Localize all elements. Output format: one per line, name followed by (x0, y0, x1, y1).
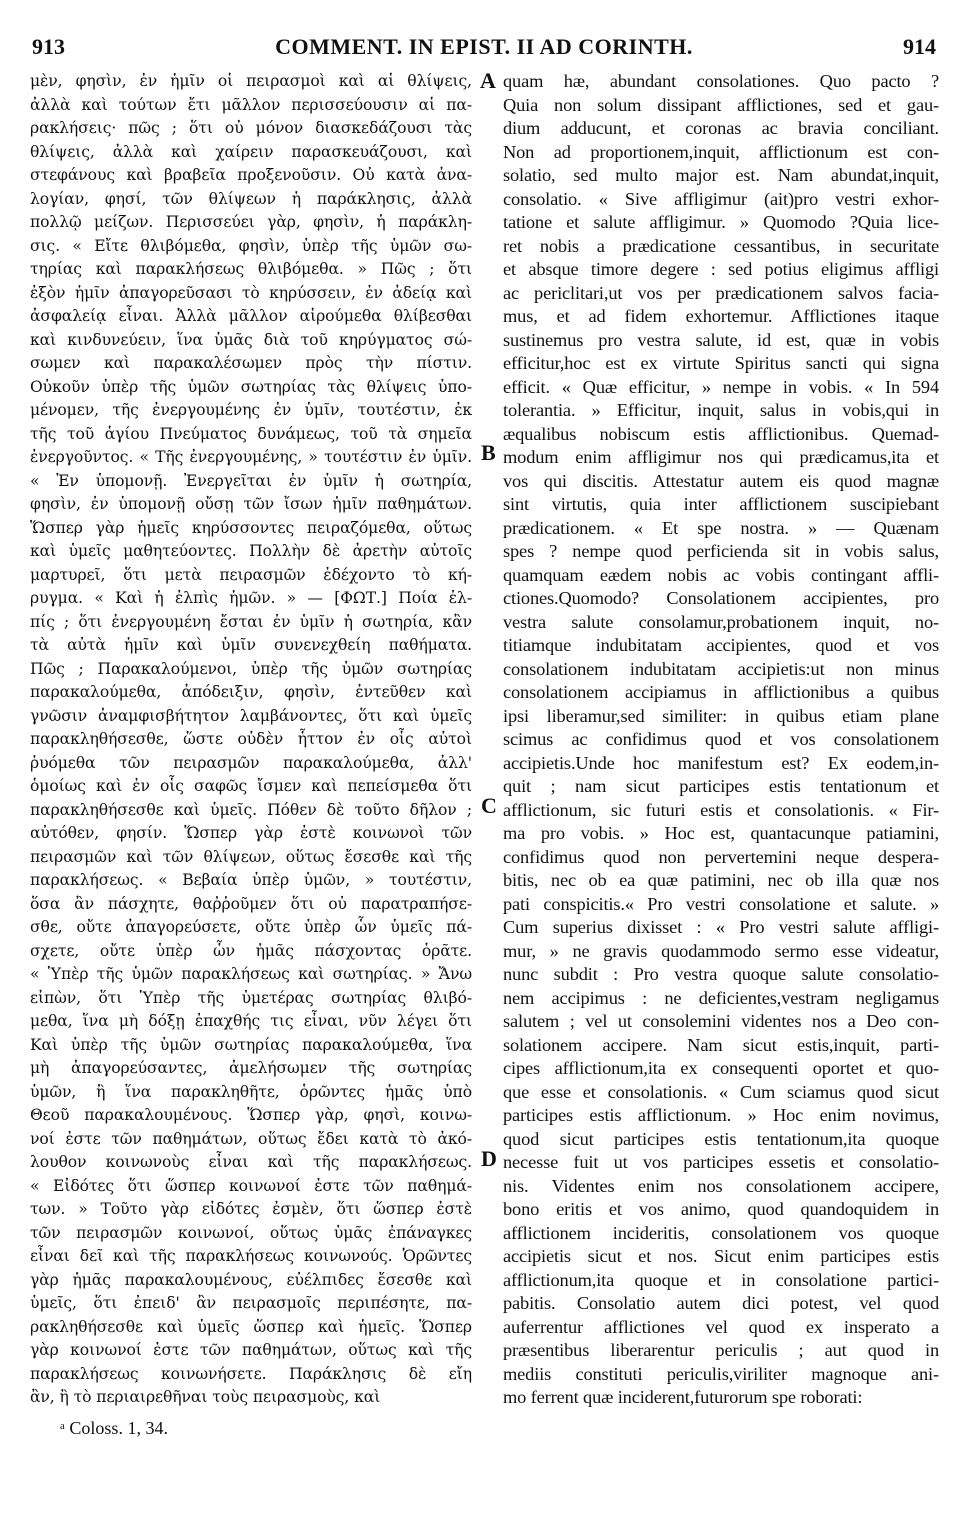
greek-text-line: καὶ ὑμεῖς μαθητεύοντες. Πολλὴν δὲ ἀρετὴν αὐτοῖς (30, 542, 472, 560)
margin-marker-c: C (481, 793, 497, 818)
latin-text-line: spes ? nempe quod perficienda sit in vobis salus, (503, 541, 939, 561)
latin-text-line: nem accipimus : ne deficientes,vestram negligamus (503, 987, 939, 1008)
greek-text-line: σχετε, οὔτε ὑπὲρ ὧν ἡμᾶς πάσχοντας ὁρᾶτε. (30, 941, 472, 960)
latin-text-line: ctiones.Quomodo? Consolationem accipientes, pro (503, 588, 939, 608)
greek-text-line: Θεοῦ παρακαλουμένους. Ὥσπερ γὰρ, φησὶ, κοινω- (30, 1106, 472, 1124)
latin-text-line: nis. Videntes enim nos consolationem accipere, (503, 1175, 939, 1196)
greek-text-line: Καὶ ὑπὲρ τῆς ὑμῶν σωτηρίας παρακαλούμεθα, ἵνα (30, 1035, 472, 1054)
latin-text-line: Quia non solum dissipant afflictiones, sed et gau- (503, 94, 939, 115)
greek-text-line: τῆς τοῦ ἁγίου Πνεύματος δυνάμεως, τοῦ τὰ σημεῖα (30, 424, 472, 443)
greek-text-line: γὰρ ἡμᾶς παρακαλουμένους, εὐέλπιδες ἔσεσθε καὶ (30, 1270, 472, 1289)
latin-text-line: ret nobis a prædicatione cessantibus, in securitate (503, 235, 939, 256)
page-number-right: 914 (903, 34, 936, 59)
greek-text-line: παρακλήσεως. « Βεβαία ὑπὲρ ὑμῶν, » τουτέστιν, (30, 871, 472, 889)
greek-text-line: τηρίας καὶ παρακλήσεως θλιβόμεθα. » Πῶς ; ὅτι (30, 260, 472, 278)
latin-text-line: afflictionem incideritis, consolationem vos quoque (503, 1222, 939, 1243)
latin-text-line: vos qui discitis. Attestatur autem eis quod magnæ (503, 470, 939, 491)
greek-text-line: ἀσφαλείᾳ εἶναι. Ἀλλὰ μᾶλλον αἱρούμεθα θλίβεσθαι (30, 307, 472, 325)
greek-text-line: καὶ κινδυνεύειν, ἵνα ὑμᾶς διὰ τοῦ κηρύγματος σώ- (30, 330, 472, 349)
greek-text-line: των. » Τοῦτο γὰρ εἰδότες ἐσμὲν, ὅτι ὥσπερ ἐστὲ (30, 1200, 472, 1218)
latin-text-line: sustinemus pro vestra salute, id est, quæ in vobis (503, 329, 939, 350)
latin-text-line: bono eritis et vos animo, quod quandoquidem in (503, 1199, 939, 1219)
latin-text-line: et absque timore degere : sed potius eligimus affligi (503, 259, 939, 279)
latin-text-line: necesse fuit ut vos participes essetis et consolatio- (503, 1152, 939, 1172)
greek-text-line: ἐνεργοῦντος. « Τῆς ἐνεργουμένης, » τουτέστιν ἐν ὑμῖν. (30, 448, 472, 466)
greek-text-line: φησὶν, ἐν ὑπομονῇ οὔσῃ τῶν ἴσων ἡμῖν παθημάτων. (30, 495, 472, 513)
latin-text-line: Cum superius dixisset : « Pro vestri salute affligi- (503, 917, 939, 937)
greek-text-line: πίς ; ὅτι ἐνεργουμένη ἔσται ἐν ὑμῖν ἡ σωτηρία, κἂν (30, 612, 472, 631)
running-title: COMMENT. IN EPIST. II AD CORINTH. (275, 34, 693, 59)
latin-text-line: mo ferrent quæ inciderent,futurorum spe roborati: (503, 1387, 863, 1407)
latin-text-line: solatio, sed multo major est. Nam abundat,inquit, (503, 165, 939, 185)
latin-text-line: scimus ac confidimus quod et vos consolationem (503, 729, 939, 749)
latin-text-line: solationem accipere. Nam sicut estis,inquit, parti- (503, 1034, 939, 1055)
greek-text-line: ἐξὸν ἡμῖν ἀπαγορεῦσασι τὸ κηρύσσειν, ἐν ἀδείᾳ καὶ (30, 283, 472, 302)
greek-text-line: γὰρ κοινωνοί ἐστε τῶν παθημάτων, οὕτως καὶ τῆς (30, 1341, 472, 1359)
greek-text-line: ὑμεῖς, ὅτι ἐπειδ' ἂν πειρασμοῖς περιπέσητε, πα- (30, 1294, 472, 1312)
latin-text-line: titiamque indubitatam accipientes, quod et vos (503, 635, 939, 655)
greek-text-line: παρακληθήσεσθε καὶ ὑμεῖς. Πόθεν δὲ τοῦτο δῆλον ; (30, 800, 472, 819)
latin-text-line: sint virtutis, quia inter afflictionem suscipiebant (503, 494, 939, 514)
latin-text-line: nunc subdit : Pro vestra quoque salute consolatio- (503, 964, 939, 984)
greek-text-line: ὑμῶν, ἢ ἵνα παρακληθῆτε, ὁρῶντες ἡμᾶς ὑπὸ (30, 1082, 472, 1101)
greek-text-line: παρακαλούμεθα, ἀπόδειξιν, φησὶν, ἐντεῦθεν καὶ (30, 683, 472, 701)
margin-marker-a: A (480, 68, 496, 93)
greek-text-line: λογίαν, φησί, τῶν θλίψεων ἡ παράκλησις, ἀλλὰ (30, 189, 472, 208)
latin-text-line: afflictionum,ita quoque et in consolatione partici- (503, 1269, 939, 1290)
latin-text-line: accipietis sicut et nos. Sicut enim participes estis (503, 1246, 939, 1266)
greek-text-line: μαρτυρεῖ, ὅτι μετὰ πειρασμῶν ἐδέχοντο τὸ κή- (30, 565, 472, 584)
margin-marker-b: B (481, 440, 496, 465)
latin-text-line: prædicationem. « Et spe nostra. » — Quænam (503, 517, 939, 538)
greek-text-line: πειρασμῶν καὶ τῶν θλίψεων, οὕτως ἔσεσθε καὶ τῆς (30, 847, 472, 866)
greek-text-line: νοί ἐστε τῶν παθημάτων, οὕτως ἔδει κατὰ τὸ ἀκό- (30, 1129, 472, 1148)
latin-text-line: efficitur,hoc est ex virtute Spiritus sancti qui signa (503, 353, 939, 373)
latin-text-line: accipietis.Unde hoc manifestum est? Ex eodem,in- (503, 752, 939, 773)
latin-text-line: vestra salute consolamur,probationem inquit, no- (503, 611, 939, 632)
greek-text-line: Οὐκοῦν ὑπὲρ τῆς ὑμῶν σωτηρίας τὰς θλίψεις ὑπο- (30, 377, 472, 396)
latin-text-line: pati conspicitis.« Pro vestri consolatione et salute. » (503, 893, 939, 914)
latin-text-line: afflictionum, sic futuri estis et consolationis. « Fir- (503, 799, 939, 820)
margin-marker-d: D (481, 1146, 497, 1171)
latin-text-line: consolationem indubitatam accipietis:ut non minus (503, 658, 939, 679)
page-number-left: 913 (32, 34, 65, 59)
latin-text-line: salutem ; vel ut consolemini videntes nos a Deo con- (503, 1011, 939, 1031)
greek-text-line: εἶναι δεῖ καὶ τῆς παρακλήσεως κοινωνούς. Ὁρῶντες (30, 1247, 472, 1265)
greek-text-line: εἰπὼν, ὅτι Ὑπὲρ τῆς ὑμετέρας σωτηρίας θλιβό- (30, 988, 472, 1007)
greek-text-line: ὅσα ἂν πάσχητε, θαῤῥοῦμεν ὅτι οὐ παρατραπήσε- (30, 894, 472, 913)
greek-text-line: θλίψεις, ἀλλὰ καὶ χαίρειν παρασκευάζουσι, καὶ (30, 142, 472, 161)
greek-text-line: αὐτόθεν, φησίν. Ὥσπερ γὰρ ἐστὲ κοινωνοὶ τῶν (30, 824, 472, 842)
latin-text-line: consolationem accipiamus in afflictionibus a quibus (503, 682, 939, 702)
greek-text-line: γνῶσιν ἀναμφισβήτητον λαμβάνοντες, ὅτι καὶ ὑμεῖς (30, 706, 472, 725)
greek-text-line: σθε, οὔτε ἀπαγορεύσετε, οὔτε ὑπὲρ ὧν ὑμεῖς πά- (30, 918, 472, 936)
latin-text-line: æqualibus nobiscum estis afflictionibus. Quemad- (503, 423, 939, 444)
greek-text-line: ῥυόμεθα τῶν πειρασμῶν παρακαλούμεθα, ἀλλ' (30, 753, 472, 772)
greek-text-line: ρακληθήσεσθε καὶ ὑμεῖς ὥσπερ καὶ ἡμεῖς. Ὥσπερ (30, 1317, 472, 1336)
latin-text-line: confidimus quod non pervertemini neque despera- (503, 846, 939, 867)
latin-text-column (503, 70, 939, 1410)
latin-text-line: mediis constituti periculis,viriliter magnoque ani- (503, 1363, 939, 1384)
greek-text-line: μὴ ἀπαγορεύσαντες, ἀμελήσωμεν τῆς σωτηρίας (30, 1059, 472, 1077)
greek-text-line: σωμεν καὶ παρακαλέσωμεν πρὸς τὴν πίστιν. (30, 354, 472, 372)
greek-text-column (30, 70, 472, 1410)
latin-text-line: consolatio. « Sive affligimur (ait)pro vestri exhor- (503, 188, 939, 209)
latin-text-line: modum enim affligimur nos qui prædicamus,ita et (503, 447, 939, 467)
greek-text-line: τῶν πειρασμῶν κοινωνοί, οὕτως ὑμᾶς ἐπάναγκες (30, 1223, 472, 1242)
latin-text-line: tolerantia. » Efficitur, inquit, salus in vobis,qui in (503, 400, 939, 420)
greek-text-line: σις. « Εἴτε θλιβόμεθα, φησὶν, ὑπὲρ τῆς ὑμῶν σω- (30, 236, 472, 255)
greek-text-line: ἂν, ἢ τὸ περιαιρεθῆναι τοὺς πειρασμοὺς, καὶ (30, 1388, 381, 1406)
greek-text-line: Πῶς ; Παρακαλούμενοι, ὑπὲρ τῆς ὑμῶν σωτηρίας (30, 659, 472, 678)
greek-text-line: μένομεν, τῆς ἐνεργουμένης ἐν ὑμῖν, τουτέστιν, ἐκ (30, 401, 472, 419)
greek-text-line: μὲν, φησὶν, ἐν ἡμῖν οἱ πειρασμοὶ καὶ αἱ θλίψεις, (30, 72, 472, 90)
greek-text-line: « Ἐν ὑπομονῇ. Ἐνεργεῖται ἐν ὑμῖν ἡ σωτηρία, (30, 471, 472, 490)
greek-text-line: παρακληθήσεσθε, ὥστε οὐδὲν ἧττον ἐν οἷς αὐτοὶ (30, 730, 472, 748)
latin-text-line: que esse et consolationis. « Cum sciamus quod sicut (503, 1081, 939, 1102)
greek-text-line: στεφάνους καὶ βραβεῖα προξενοῦσιν. Οὐ κατὰ ἀνα- (30, 166, 472, 184)
latin-text-line: auferrentur afflictiones vel quod ex insperato a (503, 1316, 939, 1337)
latin-text-line: efficit. « Quæ efficitur, » nempe in vobis. « In 594 (503, 376, 939, 397)
latin-text-line: dium adducunt, et coronas ac bravia conciliant. (503, 118, 939, 138)
latin-text-line: ac periclitari,ut vos per prædicationem salvos facia- (503, 282, 939, 303)
latin-text-line: cipes afflictionum,ita ex consequenti oportet et quo- (503, 1058, 939, 1078)
footnote: ᵃ Coloss. 1, 34. (60, 1418, 168, 1438)
greek-text-line: ὁμοίως καὶ ἐν οἷς σαφῶς ἴσμεν καὶ πεπείσμεθα ὅτι (30, 777, 472, 795)
running-header (32, 34, 936, 64)
latin-text-line: quamquam eædem nobis ac vobis contingant affli- (503, 564, 939, 585)
latin-text-line: præsentibus liberarentur periculis ; aut quod in (503, 1340, 939, 1360)
greek-text-line: ρυγμα. « Καὶ ἡ ἐλπὶς ἡμῶν. » — [ΦΩΤ.] Ποία ἐλ- (30, 589, 472, 607)
greek-text-line: μεθα, ἵνα μὴ δόξῃ ἐπαχθής τις εἶναι, νῦν λέγει ὅτι (30, 1012, 472, 1030)
greek-text-line: τὰ αὐτὰ ἡμῖν καὶ ὑμῖν συνενεχθείη παθήματα. (30, 636, 472, 654)
greek-text-line: παρακλήσεως κοινωνήσετε. Παράκλησις δὲ εἴη (30, 1364, 472, 1383)
latin-text-line: bitis, nec ob ea quæ patimini, nec ob illa quæ nos (503, 870, 939, 890)
latin-text-line: pabitis. Consolatio autem dici potest, vel quod (503, 1293, 939, 1313)
latin-text-line: mus, et ad fidem exhortemur. Afflictiones itaque (503, 306, 939, 326)
greek-text-line: Ὥσπερ γὰρ ἡμεῖς κηρύσσοντες πειραζόμεθα, οὕτως (30, 518, 472, 537)
latin-text-line: quam hæ, abundant consolationes. Quo pacto ? (503, 71, 939, 91)
latin-text-line: ipsi liberamur,sed similiter: in quibus etiam plane (503, 705, 939, 726)
latin-text-line: Non ad proportionem,inquit, afflictionum est con- (503, 141, 939, 162)
greek-text-line: « Εἰδότες ὅτι ὥσπερ κοινωνοί ἐστε τῶν παθημά- (30, 1176, 472, 1195)
greek-text-line: πολλῷ μείζων. Περισσεύει γὰρ, φησὶν, ἡ παράκλη- (30, 213, 472, 231)
latin-text-line: ma pro vobis. » Hoc est, quantacunque patiamini, (503, 823, 939, 843)
greek-text-line: ἀλλὰ καὶ τούτων ἔτι μᾶλλον περισσεύουσιν αἱ πα- (30, 95, 472, 114)
latin-text-line: participes estis afflictionum. » Hoc enim novimus, (503, 1105, 939, 1125)
latin-text-line: quit ; nam sicut participes estis tentationum et (503, 776, 939, 796)
latin-text-line: mur, » ne gravis quodammodo sermo esse videatur, (503, 940, 939, 961)
greek-text-line: « Ὑπὲρ τῆς ὑμῶν παρακλήσεως καὶ σωτηρίας. » Ἄνω (30, 965, 472, 983)
greek-text-line: λουθον κοινωνοὺς εἶναι καὶ τῆς παρακλήσεως. (30, 1153, 472, 1171)
latin-text-line: tatione et salute affligimur. » Quomodo ?Quia lice- (503, 212, 939, 232)
greek-text-line: ρακλήσεις· πῶς ; ὅτι οὐ μόνον διασκεδάζουσι τὰς (30, 119, 472, 137)
latin-text-line: quod sicut participes estis tentationum,ita quoque (503, 1128, 939, 1149)
